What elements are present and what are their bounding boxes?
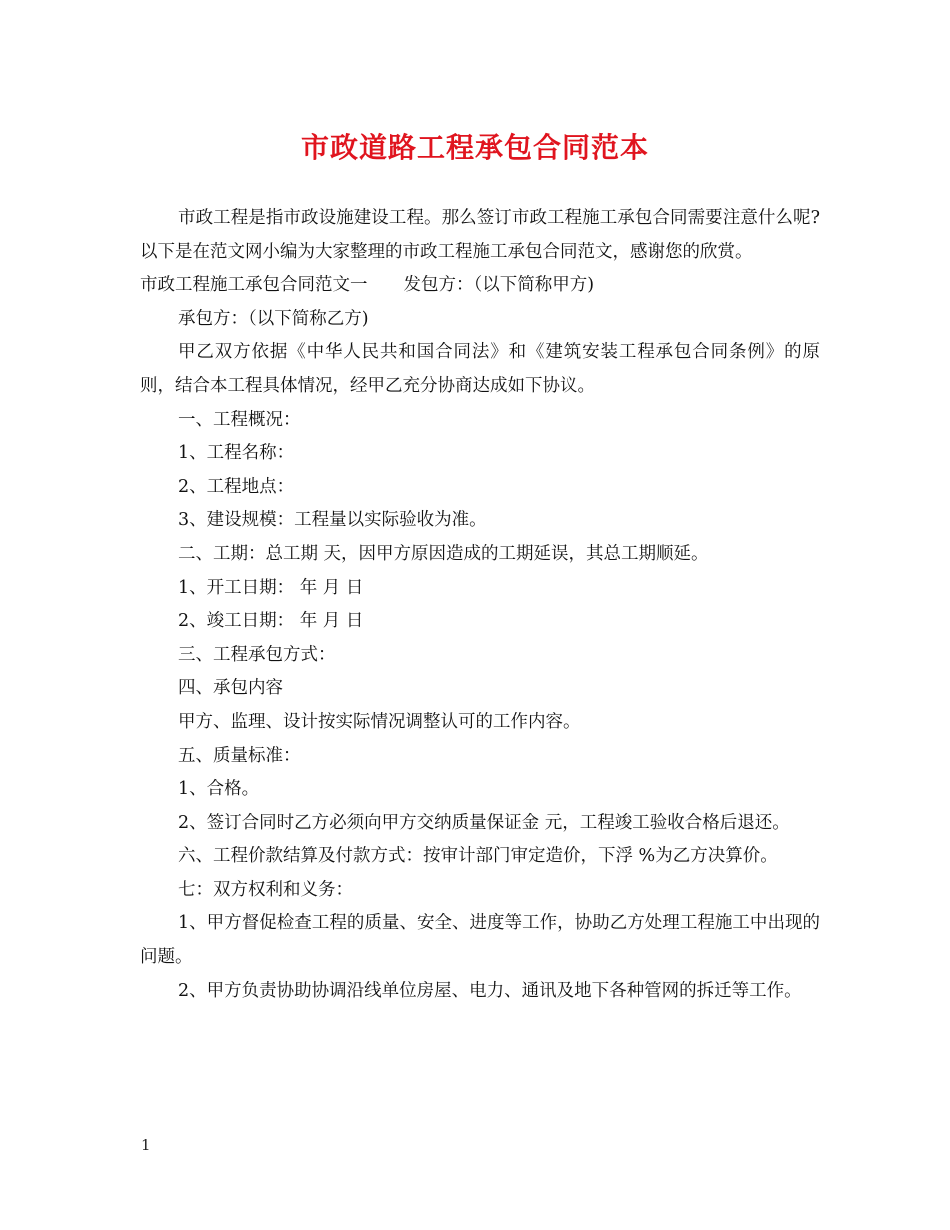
clause-line: 2、竣工日期： 年 月 日 — [178, 611, 364, 632]
clause-line: 3、建设规模：工程量以实际验收为准。 — [178, 510, 487, 531]
contract-heading: 市政工程施工承包合同范文一 — [140, 275, 368, 296]
clause-line: 1、工程名称： — [178, 443, 295, 464]
clause-line: 1、甲方督促检查工程的质量、安全、进度等工作，协助乙方处理工程施工中出现的问题。 — [140, 913, 820, 968]
clause-line: 六、工程价款结算及付款方式：按审计部门审定造价，下浮 %为乙方决算价。 — [178, 846, 778, 867]
clause-line: 甲方、监理、设计按实际情况调整认可的工作内容。 — [178, 711, 581, 732]
clause-line: 1、合格。 — [178, 779, 260, 800]
clause-line: 一、工程概况： — [178, 409, 301, 430]
intro-paragraph: 市政工程是指市政设施建设工程。那么签订市政工程施工承包合同需要注意什么呢?以下是在范文网小编为大家整理的市政工程施工承包合同范文，感谢您的欣赏。 — [140, 208, 820, 262]
clause-line: 三、工程承包方式： — [178, 644, 336, 665]
basis-paragraph: 甲乙双方依据《中华人民共和国合同法》和《建筑安装工程承包合同条例》的原则，结合本工程具体情况，经甲乙充分协商达成如下协议。 — [140, 342, 820, 396]
contractor-line: 承包方：（以下简称乙方) — [178, 308, 369, 329]
page-number: 1 — [141, 1136, 151, 1154]
clause-line: 七：双方权利和义务： — [178, 879, 353, 900]
contract-heading-line — [140, 269, 820, 303]
employer-line: 发包方：（以下简称甲方) — [403, 275, 595, 296]
clause-line: 五、质量标准： — [178, 745, 301, 766]
clause-line: 二、工期：总工期 天，因甲方原因造成的工期延误，其总工期顺延。 — [178, 543, 709, 564]
document-title: 市政道路工程承包合同范本 — [300, 131, 649, 164]
clause-line: 2、工程地点： — [178, 476, 295, 497]
clause-line: 2、签订合同时乙方必须向甲方交纳质量保证金 元，工程竣工验收合格后退还。 — [178, 812, 790, 833]
clause-line: 1、开工日期： 年 月 日 — [178, 577, 364, 598]
clause-line: 四、承包内容 — [178, 678, 283, 699]
clause-line: 2、甲方负责协助协调沿线单位房屋、电力、通讯及地下各种管网的拆迁等工作。 — [178, 980, 802, 1001]
document-body — [140, 202, 820, 1008]
